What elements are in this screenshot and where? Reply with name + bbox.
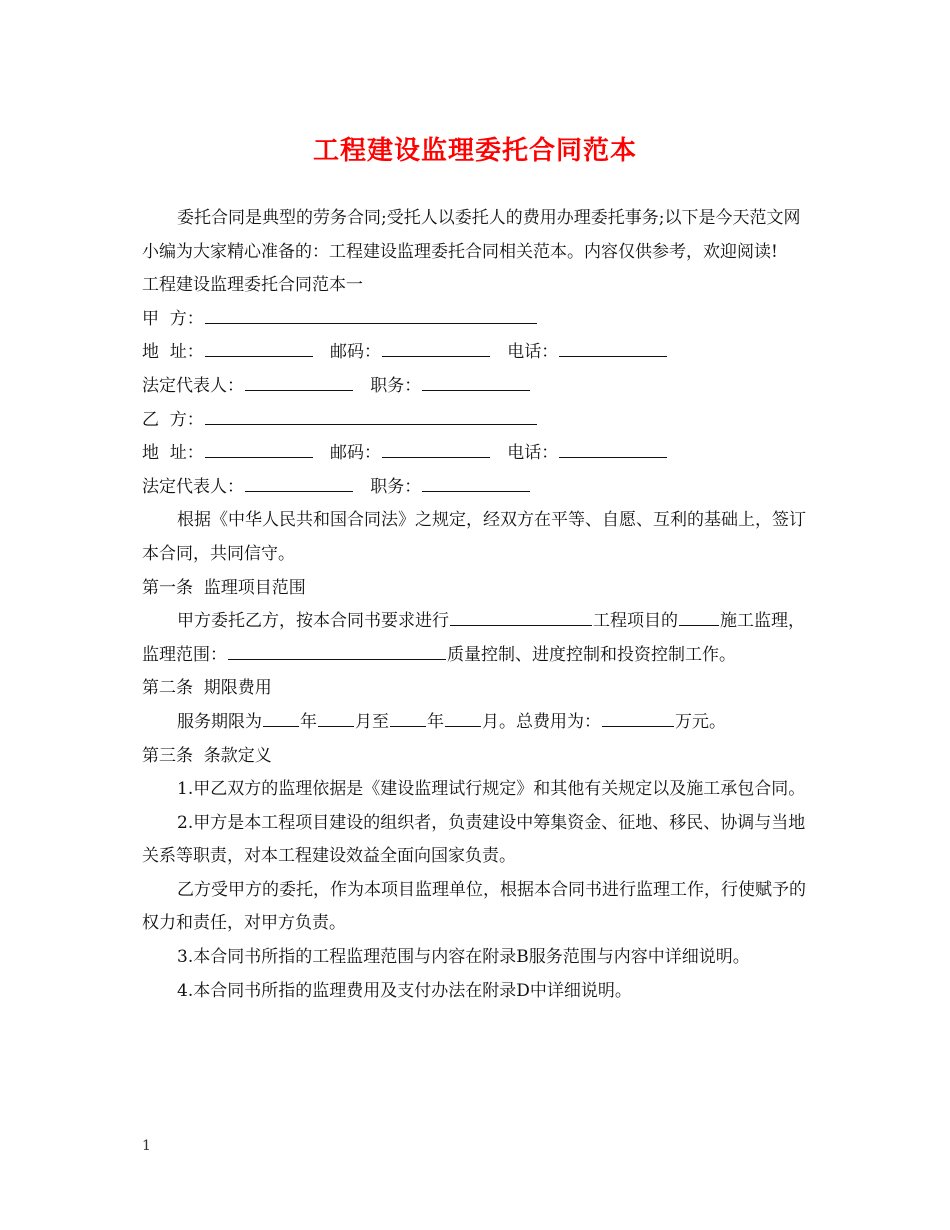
article2-text-a: 服务期限为 <box>177 711 262 732</box>
party-a-blank <box>205 307 537 324</box>
item-3: 3.本合同书所指的工程监理范围与内容在附录B服务范围与内容中详细说明。 <box>177 947 750 968</box>
party-a-row <box>142 303 810 337</box>
total-fee-blank <box>602 710 674 727</box>
position-blank <box>422 374 530 391</box>
article1-text-b: 工程项目的 <box>593 611 678 632</box>
address-blank <box>205 441 313 458</box>
article1-text-a: 甲方委托乙方，按本合同书要求进行 <box>177 611 449 632</box>
month-to-label: 月至 <box>355 711 389 732</box>
article3-heading: 第三条 条款定义 <box>142 745 272 766</box>
postcode-blank <box>382 340 490 357</box>
item-2: 2.甲方是本工程项目建设的组织者，负责建设中筹集资金、征地、移民、协调与当地关系等职责，对本工程建设效益全面向国家负责。 <box>142 812 806 867</box>
legal-rep-label: 法定代表人： <box>142 375 244 396</box>
position-label: 职务： <box>370 375 422 396</box>
month-end-label: 月。总费用为： <box>482 711 601 732</box>
phone-blank <box>559 441 667 458</box>
address-blank <box>205 340 313 357</box>
party-a-label: 甲 方： <box>142 308 204 329</box>
party-a-legal-row <box>142 370 810 404</box>
scope-blank <box>228 643 446 660</box>
subtitle: 工程建设监理委托合同范本一 <box>142 275 363 296</box>
article1-text-c: 施工监理，监理范围： <box>142 611 805 665</box>
party-b-row <box>142 404 810 438</box>
year-label: 年 <box>300 711 317 732</box>
legal-rep-label: 法定代表人： <box>142 476 244 497</box>
item-4: 4.本合同书所指的监理费用及支付办法在附录D中详细说明。 <box>177 980 632 1001</box>
basis-paragraph: 根据《中华人民共和国合同法》之规定，经双方在平等、自愿、互利的基础上，签订本合同，共同信守。 <box>142 510 806 564</box>
position-blank <box>422 475 530 492</box>
intro-paragraph: 委托合同是典型的劳务合同;受托人以委托人的费用办理委托事务;以下是今天范文网小编为大家精心准备的：工程建设监理委托合同相关范本。内容仅供参考，欢迎阅读! <box>142 208 801 262</box>
party-b-legal-row <box>142 471 810 505</box>
start-month-blank <box>318 710 354 727</box>
article1-text-d: 质量控制、进度控制和投资控制工作。 <box>447 644 736 665</box>
document-body <box>142 202 810 1008</box>
page-number: 1 <box>142 1138 151 1154</box>
item-2b: 乙方受甲方的委托，作为本项目监理单位，根据本合同书进行监理工作，行使赋予的权力和责任，对甲方负责。 <box>142 879 806 934</box>
postcode-label: 邮码： <box>330 342 382 363</box>
year-label: 年 <box>427 711 444 732</box>
article2-paragraph <box>142 706 810 740</box>
phone-label: 电话： <box>507 342 559 363</box>
address-label: 地 址： <box>142 342 204 363</box>
article1-heading: 第一条 监理项目范围 <box>142 577 306 598</box>
legal-rep-blank <box>245 475 353 492</box>
phone-label: 电话： <box>507 443 559 464</box>
party-b-blank <box>205 408 537 425</box>
end-month-blank <box>445 710 481 727</box>
legal-rep-blank <box>245 374 353 391</box>
party-a-address-row <box>142 336 810 370</box>
article2-heading: 第二条 期限费用 <box>142 678 272 699</box>
phase-blank <box>679 609 719 626</box>
address-label: 地 址： <box>142 443 204 464</box>
party-b-label: 乙 方： <box>142 409 204 430</box>
item-1: 1.甲乙双方的监理依据是《建设监理试行规定》和其他有关规定以及施工承包合同。 <box>177 779 806 800</box>
postcode-blank <box>382 441 490 458</box>
end-year-blank <box>390 710 426 727</box>
project-name-blank <box>450 609 592 626</box>
unit-label: 万元。 <box>675 711 726 732</box>
position-label: 职务： <box>370 476 422 497</box>
document-title: 工程建设监理委托合同范本 <box>312 136 637 166</box>
phone-blank <box>559 340 667 357</box>
start-year-blank <box>263 710 299 727</box>
article1-paragraph <box>142 605 810 672</box>
party-b-address-row <box>142 437 810 471</box>
postcode-label: 邮码： <box>330 443 382 464</box>
